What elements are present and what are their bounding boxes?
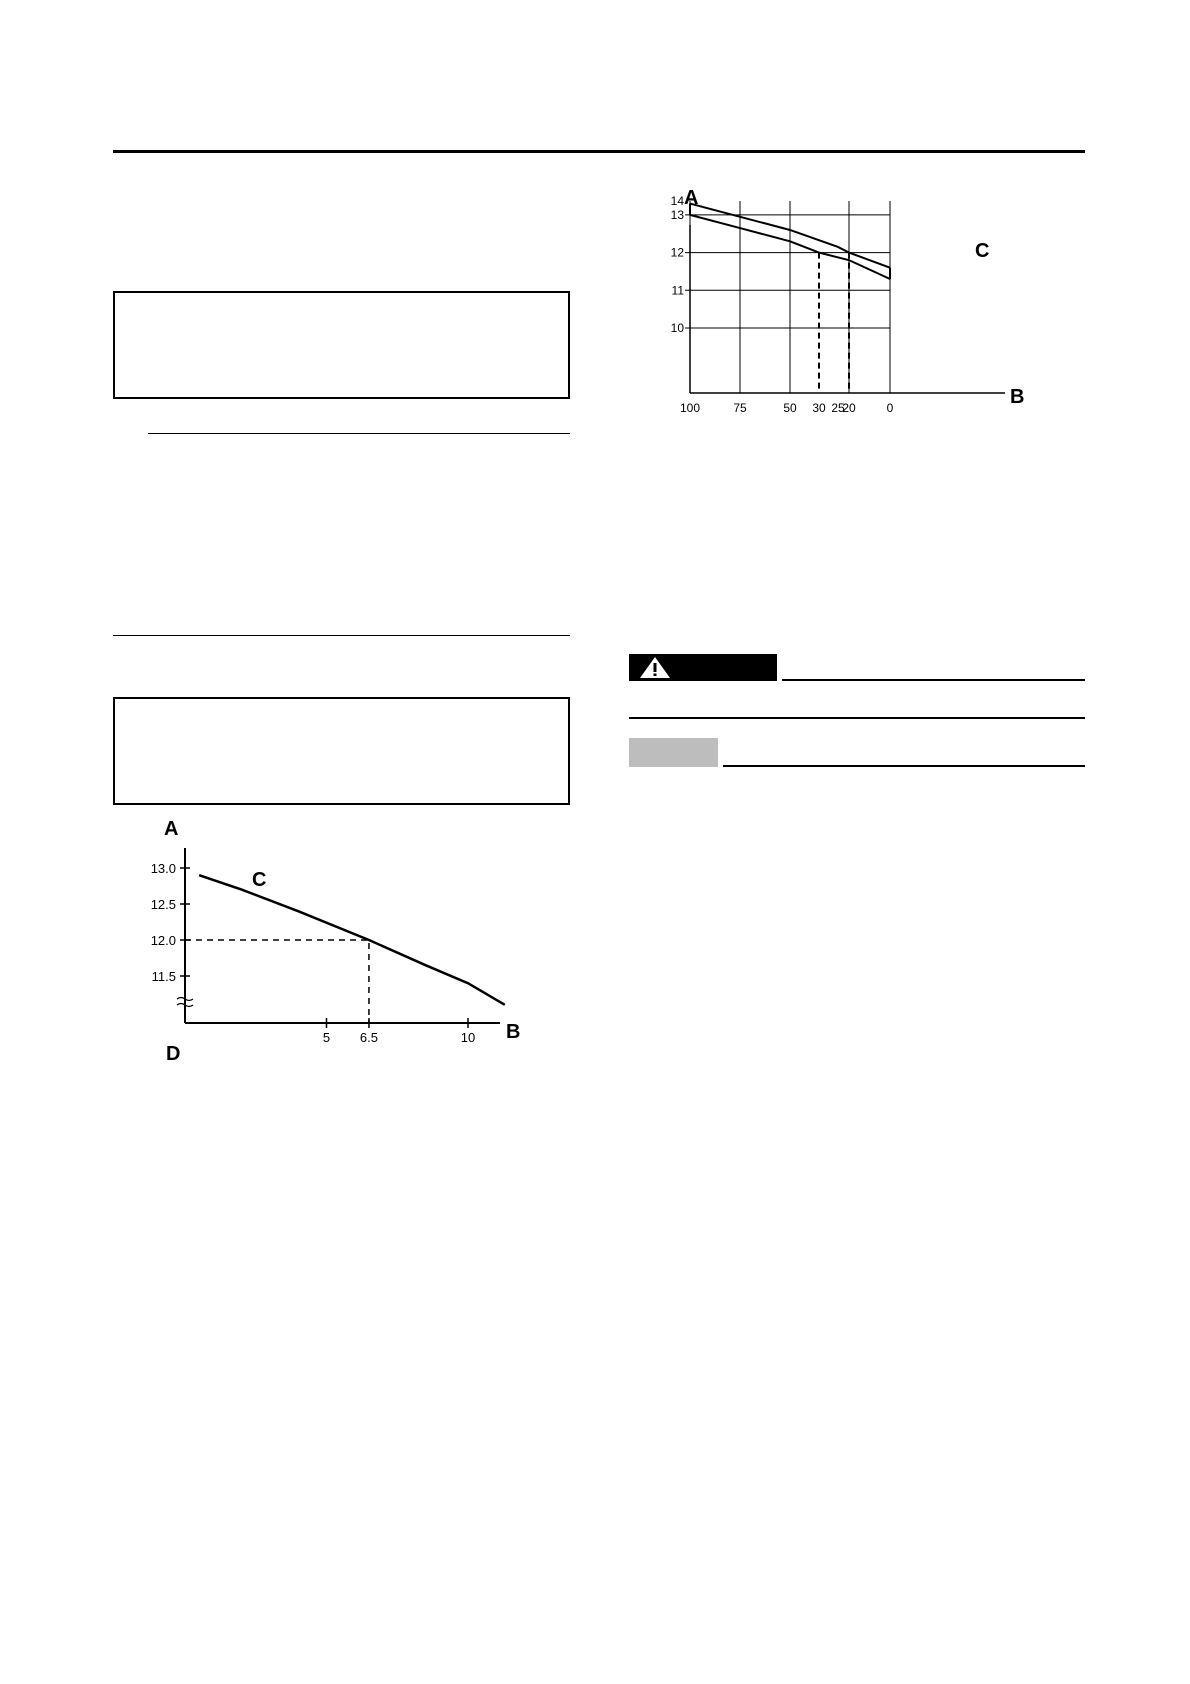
y-axis-label: A — [164, 818, 179, 840]
warning-bottom-rule — [629, 717, 1085, 719]
y-tick-label: 10 — [670, 321, 684, 335]
chart-voltage-vs-b — [140, 815, 540, 1070]
y-tick-label: 12.5 — [150, 897, 176, 912]
warning-triangle-icon — [637, 654, 673, 681]
band-label: C — [975, 240, 990, 262]
y-tick-label: 11 — [671, 283, 684, 298]
x-tick-label: 50 — [783, 401, 797, 415]
x-tick-label: 75 — [733, 401, 747, 415]
note-badge — [629, 738, 718, 767]
note-rule — [723, 765, 1085, 767]
warning-badge — [629, 654, 777, 681]
note-rule-top — [148, 433, 570, 434]
x-tick-label: 25 — [831, 401, 845, 415]
warning-rule — [782, 679, 1085, 681]
chart-voltage-band — [665, 175, 1045, 420]
y-tick-label: 13.0 — [150, 861, 176, 876]
y-tick-label: 12.0 — [150, 933, 176, 948]
text-box-top — [113, 291, 570, 399]
x-tick-label: 20 — [842, 401, 856, 415]
y-tick-label: 13 — [670, 207, 684, 222]
x-tick-label: 30 — [812, 401, 826, 415]
reference-dashed-lines — [185, 940, 369, 1023]
header-rule — [113, 150, 1085, 153]
curve-label: C — [252, 869, 267, 891]
text-box-bottom — [113, 697, 570, 805]
x-tick-label: 5 — [322, 1030, 331, 1045]
x-tick-label: 0 — [886, 401, 894, 415]
x-axis-label: B — [1010, 386, 1025, 408]
x-axis-label: B — [506, 1021, 521, 1043]
x-tick-label: 10 — [460, 1030, 476, 1045]
x-tick-label: 100 — [679, 401, 701, 415]
note-rule-bottom — [113, 635, 570, 636]
y-tick-label: 14 — [670, 194, 684, 208]
y-tick-label: 12 — [670, 245, 684, 260]
y-tick-label: 11.5 — [151, 969, 176, 984]
x-tick-label: 6.5 — [359, 1030, 378, 1045]
corner-label: D — [166, 1043, 181, 1065]
y-axis-label: A — [684, 187, 699, 209]
